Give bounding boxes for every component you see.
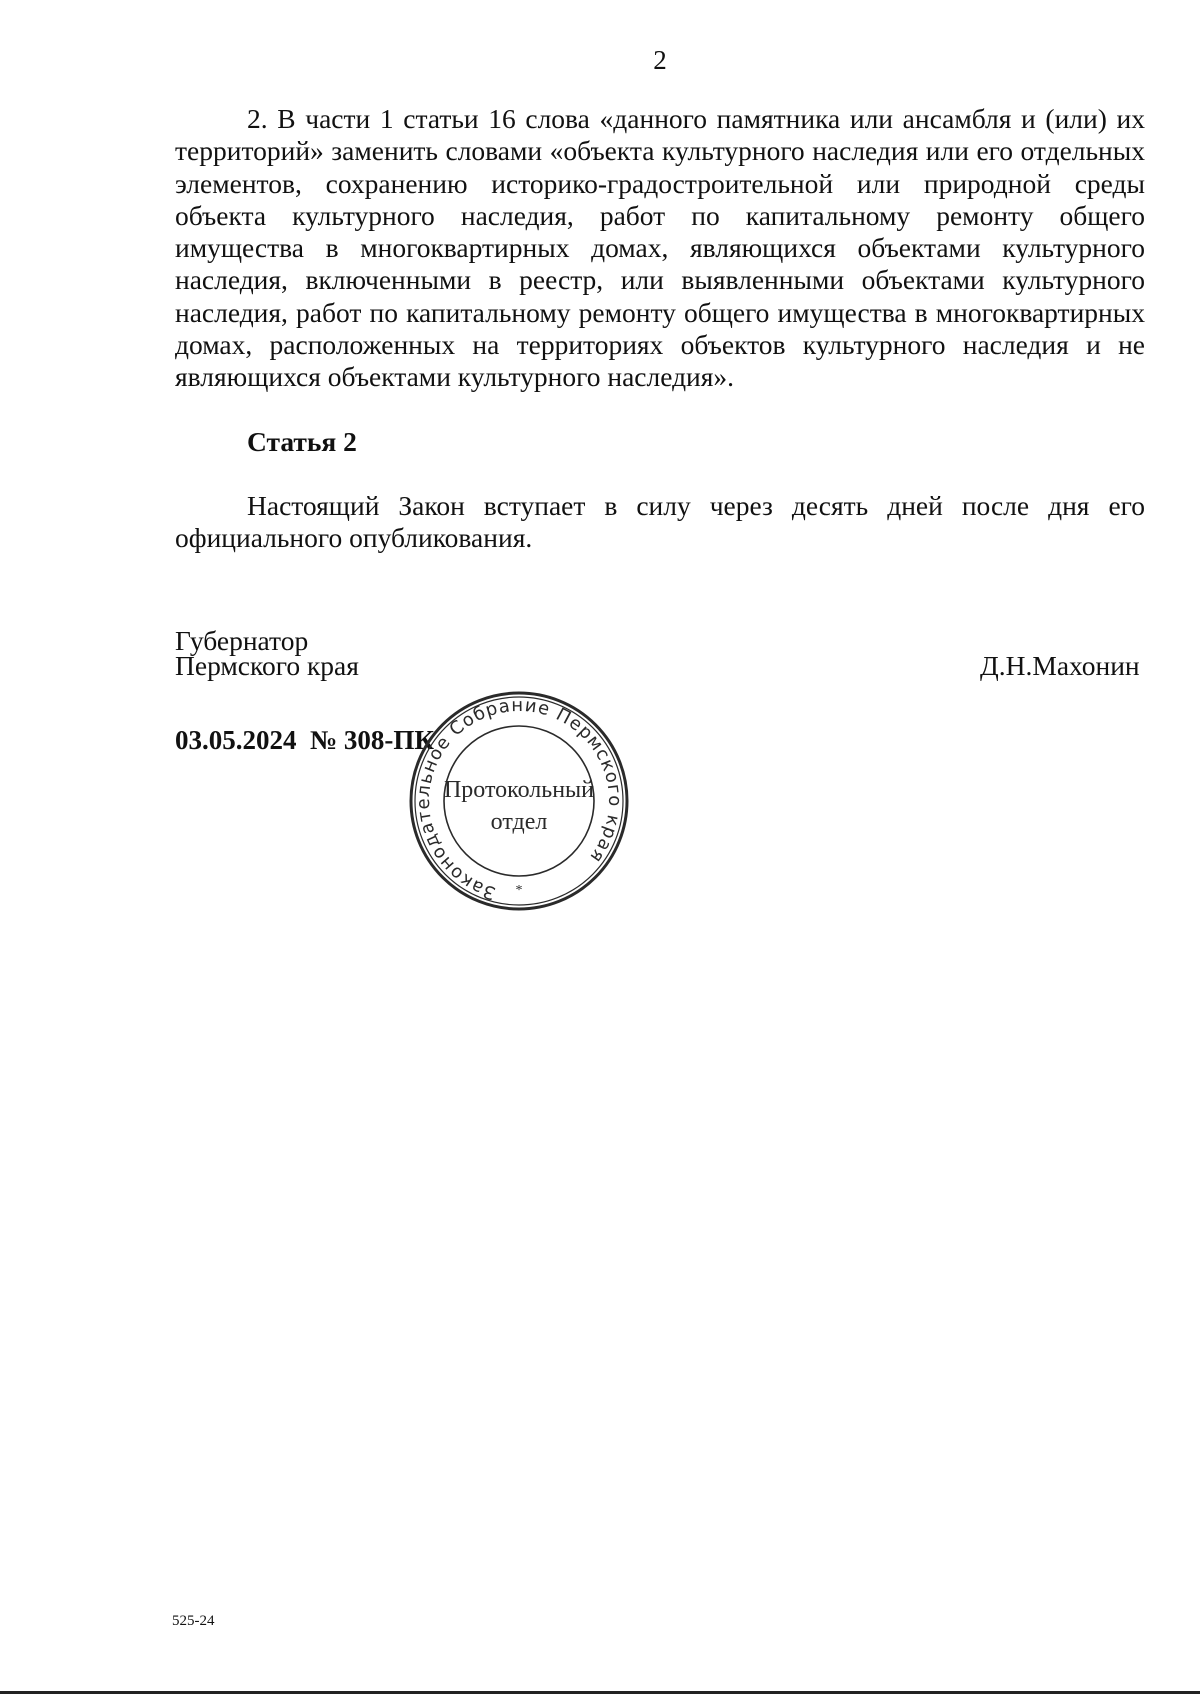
law-date: 03.05.2024	[175, 725, 297, 755]
law-date-number	[175, 724, 434, 756]
signatory-title-line2: Пермского края	[175, 650, 359, 681]
effective-date-paragraph: Настоящий Закон вступает в силу через десять дней после дня его официального опубликования.	[175, 490, 1145, 554]
stamp-center-line2: отдел	[490, 809, 548, 835]
document-code: 525-24	[172, 1613, 215, 1629]
stamp-center-line1: Протокольный	[443, 777, 595, 803]
stamp-ring-text: Законодательное Собрание Пермского края	[412, 694, 626, 904]
signatory-title	[175, 625, 359, 681]
law-number: № 308-ПК	[310, 725, 434, 755]
page-number: 2	[653, 45, 667, 75]
signatory-title-line1: Губернатор	[175, 625, 309, 656]
stamp-star-icon: *	[515, 883, 523, 898]
article-heading: Статья 2	[247, 426, 357, 457]
signatory-name: Д.Н.Махонин	[980, 650, 1140, 681]
amendment-paragraph: 2. В части 1 статьи 16 слова «данного памятника или ансамбля и (или) их территорий» заменить словами «объекта культурного наследия или его отдельных элементов, сохранению историко-градостроительной или природной среды объекта культурного наследия, работ по капитальному ремонту общего имущества в многоквартирных домах, являющихся объектами культурного наследия, включенными в реестр, или выявленными объектами культурного наследия, работ по капитальному ремонту общего имущества в многоквартирных домах, расположенных на территориях объектов культурного наследия и не являющихся объектами культурного наследия».	[175, 103, 1145, 393]
official-stamp	[404, 689, 634, 913]
